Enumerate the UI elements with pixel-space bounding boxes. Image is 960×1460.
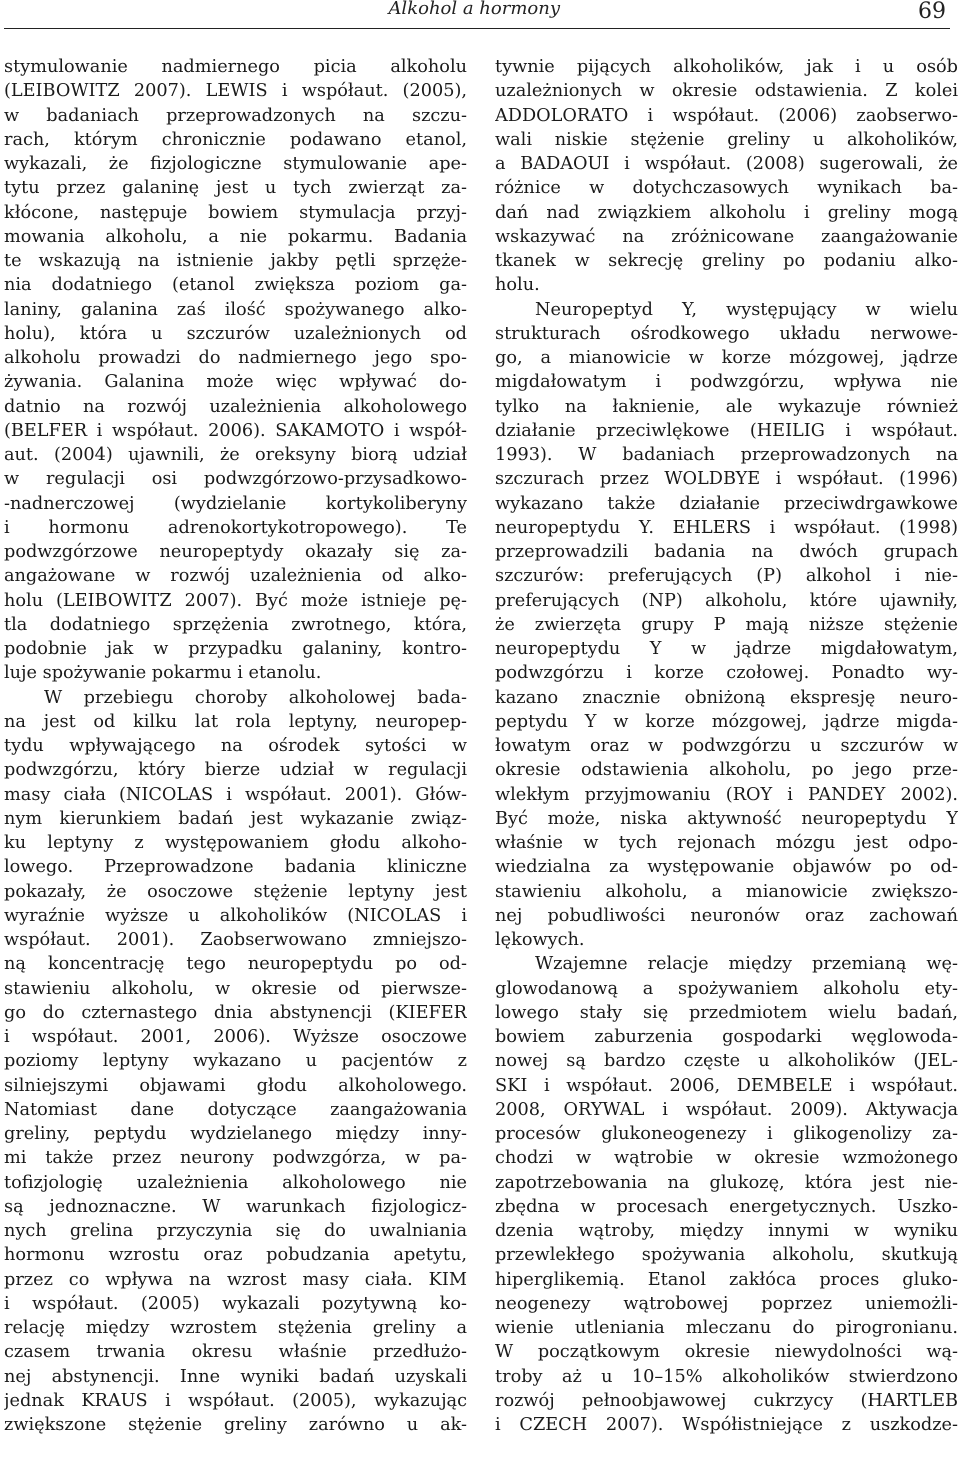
text-line: uzależnionych w okresie odstawienia. Z kolei (495, 81, 958, 102)
text-line: neogenezy wątrobowej poprzez uniemożli- (495, 1293, 958, 1314)
text-line: nia dodatniego (etanol zwiększa poziom ga- (4, 275, 467, 296)
text-line: holu (LEIBOWITZ 2007). Być może istnieje pę- (4, 590, 467, 611)
text-line: w regulacji osi podwzgórzowo-przysadkowo- (4, 469, 467, 490)
text-line: dań nad związkiem alkoholu i greliny mogą (495, 202, 958, 223)
text-line: i współaut. (2005) wykazali pozytywną ko- (4, 1293, 467, 1314)
text-line: relację między wzrostem stężenia greliny a (4, 1318, 467, 1338)
text-line: i hormonu adrenokortykotropowego). Te (4, 517, 467, 538)
text-line: W początkowym okresie niewydolności wą- (495, 1342, 958, 1363)
text-line: Natomiast dane dotyczące zaangażowania (4, 1099, 467, 1120)
text-line: ku leptyny z występowaniem głodu alkoho- (4, 833, 467, 853)
text-line: wyraźnie wyższe u alkoholików (NICOLAS i (4, 905, 467, 926)
text-line: neuropeptydu Y w jądrze migdałowatym, (495, 639, 958, 659)
text-line: a BADAOUI i współaut. (2008) sugerowali, że (495, 154, 958, 174)
text-line: nych grelina przyczynia się do uwalniania (4, 1221, 467, 1241)
text-line: W przebiegu choroby alkoholowej bada- (44, 687, 467, 708)
text-line: są jednoznaczne. W warunkach fizjologicz- (4, 1196, 467, 1217)
text-line: wykazano także działanie przeciwdrgawkowe (495, 493, 958, 514)
text-line: przeprowadzili badania na dwóch grupach (495, 542, 958, 562)
text-line: wiedzialna za występowanie objawów po od- (495, 857, 958, 878)
text-line: szczurów: preferujących (P) alkohol i nie- (495, 566, 958, 587)
text-line: czasem trwania okresu właśnie przedłużo- (4, 1342, 467, 1363)
text-line: nej pobudliwości neuronów oraz zachowań (495, 905, 958, 926)
text-line: kłócone, następuje bowiem stymulacja przyj- (4, 202, 467, 223)
text-line: greliny, peptydu wydzielanego między inny- (4, 1124, 467, 1144)
text-line: zbędna w procesach energetycznych. Uszko- (495, 1196, 958, 1217)
text-line: nowej są bardzo częste u alkoholików (JEL- (495, 1051, 958, 1072)
text-line: alkoholu prowadzi do nadmiernego jego spo- (4, 348, 467, 368)
text-line: okresie odstawienia alkoholu, po jego prze- (495, 760, 958, 781)
text-line: 2008, ORYWAL i współaut. 2009). Aktywacja (495, 1099, 958, 1120)
text-line: różnice w dotychczasowych wynikach ba- (495, 178, 958, 199)
text-line: SKI i współaut. 2006, DEMBELE i współaut. (495, 1075, 958, 1096)
text-line: pokazały, że osoczowe stężenie leptyny jest (4, 881, 467, 902)
text-line: podobnie jak w przypadku galaniny, kontro- (4, 639, 467, 659)
text-line: bowiem zaburzenia gospodarki węglowoda- (495, 1027, 958, 1047)
text-line: go, a mianowicie w korze mózgowej, jądrze (495, 348, 958, 368)
text-line: tydu wpływającego na ośrodek sytości w (4, 736, 467, 756)
text-line: przez co wpływa na wzrost masy ciała. KIM (4, 1269, 467, 1290)
text-line: wskazywać na zróżnicowane zaangażowanie (495, 226, 958, 247)
text-line: holu. (495, 275, 540, 296)
text-line: silniejszymi objawami głodu alkoholowego. (4, 1075, 467, 1096)
text-line: wali niskie stężenie greliny u alkoholików, (495, 129, 958, 150)
text-line: migdałowatym i podwzgórzu, wpływa nie (495, 372, 958, 393)
text-line: stawieniu alkoholu, a mianowicie zwiększo- (495, 881, 958, 902)
text-line: (LEIBOWITZ 2007). LEWIS i współaut. (2005), (4, 81, 467, 102)
text-line: angażowane w rozwój uzależnienia od alko- (4, 566, 467, 587)
text-line: masy ciała (NICOLAS i współaut. 2001). Głów- (4, 784, 467, 805)
text-line: podwzgórzu i korze czołowej. Ponadto wy- (495, 663, 958, 684)
text-line: 1993). W badaniach przeprowadzonych na (495, 445, 958, 465)
text-line: troby aż u 10–15% alkoholików stwierdzono (495, 1366, 958, 1387)
text-line: nej abstynencji. Inne wyniki badań uzyskali (4, 1366, 467, 1387)
text-line: tla dodatniego sprzężenia zwrotnego, która, (4, 614, 467, 635)
text-line: wlekłym przyjmowaniu (ROY i PANDEY 2002). (495, 784, 958, 805)
text-line: go do czternastego dnia abstynencji (KIEFER (4, 1002, 467, 1023)
text-line: w badaniach przeprowadzonych na szczu- (4, 105, 467, 126)
text-line: lękowych. (495, 930, 585, 950)
page-header (4, 0, 950, 29)
running-title: Alkohol a hormony (388, 0, 560, 19)
text-line: wykazali, że fizjologiczne stymulowanie ape- (4, 154, 467, 174)
text-line: podwzgórzu, który bierze udział w regulacji (4, 760, 467, 781)
text-line: mi także przez neurony podwzgórza, w pa- (4, 1148, 467, 1169)
text-line: lowego stały się przedmiotem wielu badań, (495, 1002, 958, 1023)
text-line: rozwój pełnoobjawowej cukrzycy (HARTLEB (495, 1390, 958, 1411)
text-line: przewlekłego spożywania alkoholu, skutkują (495, 1245, 958, 1266)
text-line: aut. (2004) ujawnili, że oreksyny biorą udział (4, 445, 467, 465)
text-line: datnio na rozwój uzależnienia alkoholowego (4, 396, 467, 417)
text-line: tylko na łaknienie, ale wykazuje również (495, 396, 958, 417)
text-line: procesów glukoneogenezy i glikogenolizy za- (495, 1124, 958, 1144)
text-line: że zwierzęta grupy P mają niższe stężenie (495, 614, 958, 635)
text-line: hiperglikemią. Etanol zakłóca proces gluko- (495, 1269, 958, 1290)
text-line: ADDOLORATO i współaut. (2006) zaobserwo- (495, 105, 958, 126)
text-line: -nadnerczowej (wydzielanie kortykoliberyny (4, 493, 467, 514)
text-line: poziomy leptyny wykazano u pacjentów z (4, 1051, 467, 1072)
page-number: 69 (918, 0, 946, 24)
text-line: tofizjologię uzależnienia alkoholowego nie (4, 1172, 467, 1193)
text-line: te wskazują na istnienie jakby pętli sprzęże- (4, 251, 467, 271)
text-line: stawieniu alkoholu, w okresie od pierwsze- (4, 978, 467, 999)
text-line: tytu przez galaninę jest u tych zwierząt za- (4, 178, 467, 199)
text-line: glowodanową a spożywaniem alkoholu ety- (495, 978, 958, 999)
text-line: współaut. 2001). Zaobserwowano zmniejszo- (4, 930, 467, 950)
text-line: podwzgórzowe neuropeptydy okazały się za- (4, 542, 467, 562)
text-line: właśnie w tych rejonach mózgu jest odpo- (495, 833, 958, 853)
text-line: nym kierunkiem badań jest wykazanie związ- (4, 808, 467, 829)
text-line: rach, którym chronicznie podawano etanol, (4, 129, 467, 150)
text-line: szczurach przez WOLDBYE i współaut. (1996) (495, 469, 958, 490)
text-line: i CZECH 2007). Współistniejące z uszkodze- (495, 1415, 958, 1435)
text-line: tkanek w sekrecję greliny po podaniu alko- (495, 251, 958, 271)
text-line: lowego. Przeprowadzone badania kliniczne (4, 857, 467, 878)
text-line: preferujących (NP) alkoholu, które ujawniły, (495, 590, 958, 611)
text-line: mowania alkoholu, a nie pokarmu. Badania (4, 226, 467, 247)
text-line: chodzi w wątrobie w okresie wzmożonego (495, 1148, 958, 1169)
text-line: wienie utleniania mleczanu do pirogronianu. (495, 1318, 958, 1338)
text-line: zwiększone stężenie greliny zarówno u ak- (4, 1415, 467, 1435)
text-line: na jest od kilku lat rola leptyny, neuropep- (4, 711, 467, 732)
text-line: Być może, niska aktywność neuropeptydu Y (495, 808, 958, 829)
text-line: i współaut. 2001, 2006). Wyższe osoczowe (4, 1027, 467, 1047)
text-line: Wzajemne relacje między przemianą wę- (535, 954, 958, 975)
text-line: luje spożywanie pokarmu i etanolu. (4, 663, 322, 684)
text-line: peptydu Y w korze mózgowej, jądrze migda- (495, 711, 958, 732)
text-line: hormonu wzrostu oraz pobudzania apetytu, (4, 1245, 467, 1266)
text-line: stymulowanie nadmiernego picia alkoholu (4, 57, 467, 77)
text-line: żywania. Galanina może więc wpływać do- (4, 372, 467, 393)
right-text-column (495, 55, 958, 1437)
text-line: laniny, galanina zaś ilość spożywanego alko- (4, 299, 467, 320)
text-line: tywnie pijących alkoholików, jak i u osób (495, 57, 958, 77)
text-line: holu), która u szczurów uzależnionych od (4, 323, 467, 344)
text-line: kazano znacznie obniżoną ekspresję neuro- (495, 687, 958, 708)
left-text-column (4, 55, 467, 1437)
text-line: działanie przeciwlękowe (HEILIG i współaut. (495, 420, 958, 441)
text-line: zapotrzebowania na glukozę, która jest nie- (495, 1172, 958, 1193)
text-line: ną koncentrację tego neuropeptydu po od- (4, 954, 467, 975)
text-line: (BELFER i współaut. 2006). SAKAMOTO i współ- (4, 420, 467, 441)
text-line: łowatym oraz w podwzgórzu u szczurów w (495, 736, 958, 756)
text-line: jednak KRAUS i współaut. (2005), wykazując (4, 1390, 467, 1411)
text-line: dzenia wątroby, między innymi w wyniku (495, 1221, 958, 1241)
text-line: Neuropeptyd Y, występujący w wielu (535, 299, 958, 320)
text-line: neuropeptydu Y. EHLERS i współaut. (1998) (495, 517, 958, 538)
text-line: strukturach ośrodkowego układu nerwowe- (495, 323, 958, 344)
